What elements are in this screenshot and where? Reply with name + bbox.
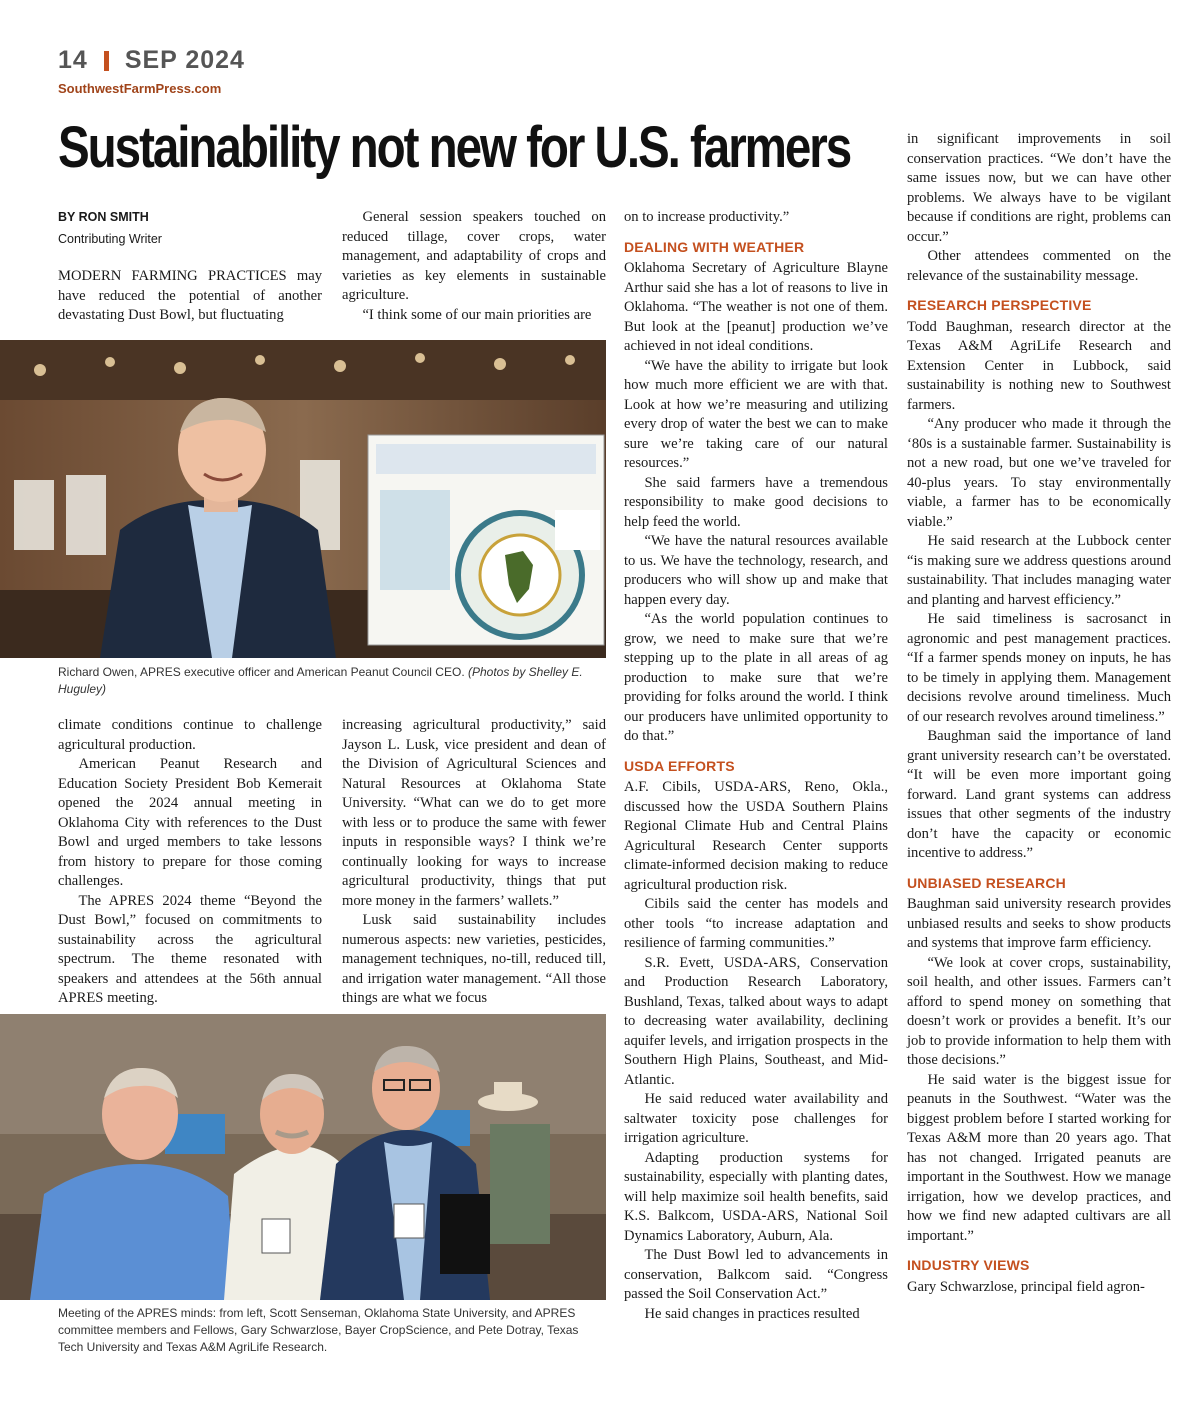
paragraph: She said farmers have a tremendous responsibility to make good decisions to help feed the world. <box>624 474 888 530</box>
paragraph: The APRES 2024 theme “Beyond the Dust Bowl,” focused on commitments to sustainability across the agricultural spectrum. The theme resonated with speakers and attendees at the 56th annual APRES meeting. <box>58 892 322 1006</box>
paragraph: He said timeliness is sacrosanct in agronomic and pest management practices. “If a farmer spends money on inputs, he has to be timely in applying them. Management decisions revolve around timeliness. Much of our research revolves around timeliness.” <box>907 611 1171 725</box>
site-link[interactable]: SouthwestFarmPress.com <box>58 81 222 96</box>
folio-divider <box>104 51 109 71</box>
paragraph: in significant improvements in soil conservation practices. “We don’t have the same issues now, but we can have other problems. We always have to be vigilant because if conditions are right, problems can occur.” <box>907 131 1171 245</box>
column-2-top <box>342 208 606 325</box>
column-4 <box>907 130 1171 1297</box>
column-2-mid <box>342 716 606 1009</box>
paragraph: American Peanut Research and Education Society President Bob Kemerait opened the 2024 annual meeting in Oklahoma City with references to the Dust Bowl and urged members to take lessons from history to prepare for those coming challenges. <box>58 756 322 889</box>
paragraph: “I think some of our main priorities are <box>362 306 592 323</box>
paragraph: Adapting production systems for sustainability, especially with planting dates, will help maximize soil health benefits, said K.S. Balkcom, USDA-ARS, National Soil Dynamics Laboratory, Auburn, Ala. <box>624 1149 888 1244</box>
subhead-usda-efforts: USDA EFFORTS <box>624 757 735 774</box>
subhead-dealing-with-weather: DEALING WITH WEATHER <box>624 238 805 255</box>
page-number: 14 <box>58 46 88 74</box>
photo-richard-owen-image <box>0 340 606 658</box>
column-3 <box>624 208 888 1324</box>
paragraph: Lusk said sustainability includes numerous aspects: new varieties, pesticides, management techniques, no-till, reduced till, and irrigation water management. “All those things are what we focus <box>342 912 606 1006</box>
caption-text: Richard Owen, APRES executive officer and American Peanut Council CEO. <box>58 665 468 679</box>
paragraph: Baughman said university research provides unbiased results and seeks to show products and systems that improve farm efficiency. <box>907 896 1171 951</box>
paragraph: Cibils said the center has models and other tools “to increase adaptation and resilience of farming communities.” <box>624 896 888 951</box>
paragraph: increasing agricultural productivity,” said Jayson L. Lusk, vice president and dean of the Division of Agricultural Sciences and Natural Resources at Oklahoma State University. “What can we do to get more with less or to produce the same with fewer inputs in responsible ways? I think we’re continually looking for ways to increase agricultural productivity, things that put more money in the farmers’ wallets.” <box>342 717 606 909</box>
photo-apres-minds-image <box>0 1014 606 1300</box>
photo-caption-2: Meeting of the APRES minds: from left, Scott Senseman, Oklahoma State University, and APRES committee members and Fellows, Gary Schwarzlose, Bayer CropScience, and Pete Dotray, Texas Tech University and Texas A&M AgriLife Research. <box>58 1306 579 1354</box>
byline-role: Contributing Writer <box>58 231 162 246</box>
page-header <box>58 46 245 96</box>
paragraph: He said reduced water availability and saltwater toxicity pose challenges for irrigation agriculture. <box>624 1091 888 1146</box>
lead-paragraph: MODERN FARMING PRACTICES may have reduced the potential of another devastating Dust Bowl, but fluctuating <box>58 268 322 323</box>
subhead-industry-views: INDUSTRY VIEWS <box>907 1257 1030 1273</box>
paragraph: Baughman said the importance of land grant university research can’t be overstated. “It will be even more important going forward. Land grant systems can address issues that other segments of the industry don’t have the capacity or economic incentive to address.” <box>907 728 1171 861</box>
paragraph: on to increase productivity.” <box>624 209 790 225</box>
paragraph: Gary Schwarzlose, principal field agron- <box>907 1278 1145 1295</box>
headline: Sustainability not new for U.S. farmers <box>58 115 851 180</box>
paragraph: The Dust Bowl led to advancements in conservation, Balkcom said. “Congress passed the Soil Conservation Act.” <box>624 1247 888 1302</box>
paragraph: Todd Baughman, research director at the Texas A&M AgriLife Research and Extension Center in Lubbock, said sustainability is nothing new to Southwest farmers. <box>907 318 1171 413</box>
paragraph: He said water is the biggest issue for peanuts in the Southwest. “Water was the biggest problem before I started working for Texas A&M more than 20 years ago. That has not changed. Irrigated peanuts are important in the Southwest. How we manage irrigation, how we develop practices, and how we find new adapted cultivars are all important.” <box>907 1071 1171 1244</box>
paragraph: A.F. Cibils, USDA-ARS, Reno, Okla., discussed how the USDA Southern Plains Regional Climate Hub and Central Plains Agricultural Research Center supports climate-informed decision making to reduce agricultural production risk. <box>624 779 888 893</box>
paragraph: climate conditions continue to challenge agricultural production. <box>58 717 322 753</box>
photo-caption-1 <box>58 664 598 698</box>
photo-apres-minds <box>0 1014 606 1300</box>
column-1-top <box>58 208 322 326</box>
byline-author: BY RON SMITH <box>58 210 149 224</box>
paragraph: “Any producer who made it through the ‘80s is a sustainable farmer. Sustainability is not a new road, but one we’ve traveled for 40-plus years. To stay environmentally viable, a farmer has to be economically viable.” <box>907 416 1171 530</box>
paragraph: “We have the natural resources available to us. We have the technology, research, and producers who will show up and make that happen every day. <box>624 533 888 608</box>
paragraph: S.R. Evett, USDA-ARS, Conservation and Production Research Laboratory, Bushland, Texas, talked about ways to adapt to decreasing water availability, declining aquifer levels, and irrigation prospects in the Southern High Plains, Southeast, and Mid-Atlantic. <box>624 954 888 1088</box>
subhead-unbiased-research: UNBIASED RESEARCH <box>907 874 1066 891</box>
column-1-mid <box>58 716 322 1009</box>
paragraph: “We have the ability to irrigate but look how much more efficient we are with that. Look at how we’re measuring and utilizing every drop of water the best we can to make sure we’re taking care of our natural resources.” <box>624 357 888 471</box>
paragraph: Oklahoma Secretary of Agriculture Blayne Arthur said she has a lot of reasons to live in Oklahoma. “The weather is not one of them. But look at the [peanut] production we’ve achieved in not ideal conditions. <box>624 260 888 354</box>
paragraph: “As the world population continues to grow, we need to make sure that we’re stepping up to the plate in all areas of ag production to make sure that we’re providing for folks around the world. I think our producers have unlimited opportunity to do that.” <box>624 611 888 744</box>
paragraph: “We look at cover crops, sustainability, soil health, and other issues. Farmers can’t afford to spend money on something that doesn’t work or provides a benefit. It’s our job to provide information to help them with those decisions.” <box>907 954 1171 1068</box>
photo-richard-owen <box>0 340 606 658</box>
paragraph: General session speakers touched on reduced tillage, cover crops, water management, and adaptability of crops and varieties as key elements in sustainable agriculture. <box>342 209 606 303</box>
issue-date: SEP 2024 <box>124 46 245 74</box>
photo-credit: (Photos by Shelley E. Huguley) <box>58 665 583 696</box>
paragraph: He said research at the Lubbock center “is making sure we address questions around sustainability. That includes managing water and planting and harvest efficiency.” <box>907 533 1171 608</box>
paragraph: Other attendees commented on the relevance of the sustainability message. <box>907 248 1171 284</box>
subhead-research-perspective: RESEARCH PERSPECTIVE <box>907 297 1092 313</box>
folio <box>58 46 245 75</box>
paragraph: He said changes in practices resulted <box>644 1305 860 1322</box>
